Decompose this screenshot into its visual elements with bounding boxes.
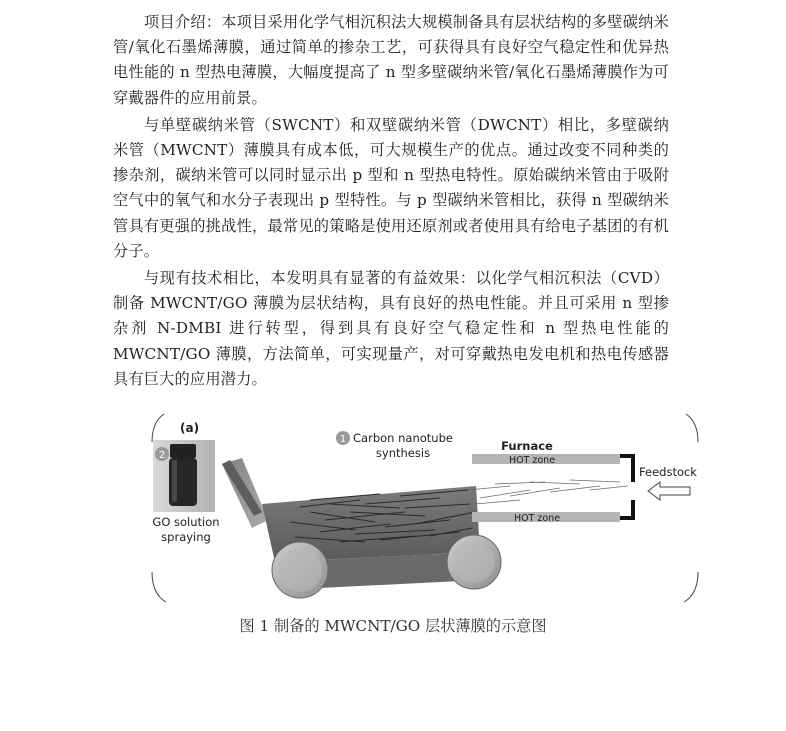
paragraph-benefits: 与现有技术相比，本发明具有显著的有益效果：以化学气相沉积法（CVD）制备 MWCNT/GO 薄膜为层状结构，具有良好的热电性能。并且可采用 n 型掺杂剂 N-DMBI 进行转型，得到具有良好空气稳定性和 n 型热电性能的 MWCNT/GO 薄膜，方法简单，可实现量产，对可穿戴热电发电机和热电传感器具有巨大的应用潜力。 [113,269,669,388]
figure-caption: 图 1 制备的 MWCNT/GO 层状薄膜的示意图 [239,617,547,635]
left-roller [272,542,328,598]
schematic-figure [150,412,700,604]
step1-label-line2: synthesis [375,446,431,460]
furnace-label: Furnace [501,439,553,453]
step2-label-line1: GO solution [152,515,220,529]
feedstock-label: Feedstock [639,465,697,479]
paragraph-introduction: 项目介绍：本项目采用化学气相沉积法大规模制备具有层状结构的多壁碳纳米管/氧化石墨烯薄膜，通过简单的掺杂工艺，可获得具有良好空气稳定性和优异热电性能的 n 型热电薄膜，大幅度提高了 n 型多壁碳纳米管/氧化石墨烯薄膜作为可穿戴器件的应用前景。 [113,13,669,107]
frame-arc-top-left [152,414,164,442]
panel-label: (a) [180,421,200,435]
frame-arc-bottom-left [152,572,166,602]
step2-number: 2 [158,450,166,461]
nanotube-stream [468,480,628,504]
frame-arc-top-right [686,414,698,442]
right-roller [447,535,501,589]
step2-label-line2: spraying [161,530,211,544]
hot-zone-bottom-label: HOT zone [513,513,561,524]
document-body [113,10,669,394]
feedstock-arrow-icon [648,482,690,500]
step1-label-line1: Carbon nanotube [353,431,453,445]
step1-number: 1 [339,434,347,445]
schematic-diagram [150,412,700,604]
paragraph-comparison: 与单壁碳纳米管（SWCNT）和双壁碳纳米管（DWCNT）相比，多壁碳纳米管（MWCNT）薄膜具有成本低，可大规模生产的优点。通过改变不同种类的掺杂剂，碳纳米管可以同时显示出 p 型和 n 型热电特性。原始碳纳米管由于吸附空气中的氧气和水分子表现出 p 型特性。与 p 型碳纳米管相比，获得 n 型碳纳米管具有更强的挑战性，最常见的策略是使用还原剂或者使用具有给电子基团的有机分子。 [113,115,669,260]
frame-arc-bottom-right [684,572,698,602]
hot-zone-top-label: HOT zone [508,455,556,466]
